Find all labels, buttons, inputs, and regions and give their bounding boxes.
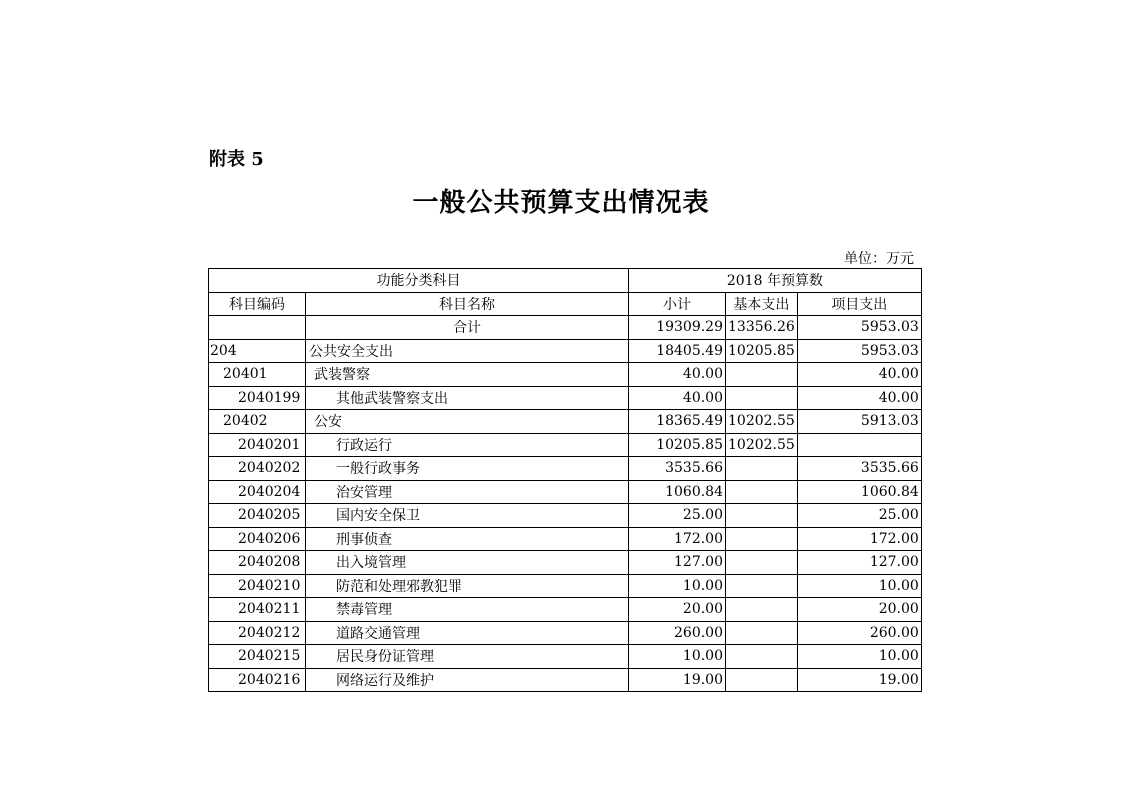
row-code: 2040199 (209, 386, 306, 410)
row-code: 2040202 (209, 457, 306, 481)
row-subtotal: 10.00 (629, 645, 726, 669)
table-row (209, 480, 922, 504)
group-header-budget: 2018 年预算数 (629, 269, 922, 293)
row-name: 一般行政事务 (306, 457, 629, 481)
row-code: 2040215 (209, 645, 306, 669)
column-header-basic: 基本支出 (726, 292, 798, 316)
row-name: 公共安全支出 (306, 339, 629, 363)
table-row (209, 645, 922, 669)
row-code: 2040212 (209, 621, 306, 645)
row-project: 1060.84 (797, 480, 921, 504)
group-header-functional: 功能分类科目 (209, 269, 629, 293)
column-header-subtotal: 小计 (629, 292, 726, 316)
row-subtotal: 19.00 (629, 668, 726, 692)
row-subtotal: 25.00 (629, 504, 726, 528)
row-basic (726, 504, 798, 528)
row-name: 其他武装警察支出 (306, 386, 629, 410)
table-row (209, 621, 922, 645)
table-row (209, 598, 922, 622)
row-name: 居民身份证管理 (306, 645, 629, 669)
column-header-row (209, 292, 922, 316)
row-basic (726, 621, 798, 645)
total-name: 合计 (306, 316, 629, 340)
row-name: 治安管理 (306, 480, 629, 504)
table-row (209, 363, 922, 387)
budget-table (208, 268, 922, 692)
total-basic: 13356.26 (726, 316, 798, 340)
column-header-code: 科目编码 (209, 292, 306, 316)
row-project: 10.00 (797, 645, 921, 669)
column-header-name: 科目名称 (306, 292, 629, 316)
total-code (209, 316, 306, 340)
row-subtotal: 1060.84 (629, 480, 726, 504)
row-code: 2040210 (209, 574, 306, 598)
table-row (209, 433, 922, 457)
row-code: 2040204 (209, 480, 306, 504)
row-project (797, 433, 921, 457)
row-code: 2040205 (209, 504, 306, 528)
total-row (209, 316, 922, 340)
table-row (209, 410, 922, 434)
row-name: 国内安全保卫 (306, 504, 629, 528)
table-row (209, 551, 922, 575)
row-project: 5913.03 (797, 410, 921, 434)
row-subtotal: 18365.49 (629, 410, 726, 434)
unit-label: 单位：万元 (844, 251, 914, 267)
row-project: 19.00 (797, 668, 921, 692)
row-subtotal: 40.00 (629, 363, 726, 387)
row-code: 20401 (209, 363, 306, 387)
table-row (209, 339, 922, 363)
row-subtotal: 10205.85 (629, 433, 726, 457)
row-name: 公安 (306, 410, 629, 434)
row-basic (726, 645, 798, 669)
total-project: 5953.03 (797, 316, 921, 340)
row-subtotal: 127.00 (629, 551, 726, 575)
annex-label: 附表 5 (209, 149, 264, 170)
row-basic: 10202.55 (726, 433, 798, 457)
row-subtotal: 3535.66 (629, 457, 726, 481)
row-project: 5953.03 (797, 339, 921, 363)
row-code: 20402 (209, 410, 306, 434)
row-name: 防范和处理邪教犯罪 (306, 574, 629, 598)
row-subtotal: 260.00 (629, 621, 726, 645)
row-code: 2040211 (209, 598, 306, 622)
row-name: 武装警察 (306, 363, 629, 387)
row-code: 2040208 (209, 551, 306, 575)
row-name: 行政运行 (306, 433, 629, 457)
row-basic: 10205.85 (726, 339, 798, 363)
row-basic (726, 598, 798, 622)
table-row (209, 386, 922, 410)
row-name: 道路交通管理 (306, 621, 629, 645)
row-basic (726, 480, 798, 504)
row-subtotal: 10.00 (629, 574, 726, 598)
row-basic (726, 386, 798, 410)
row-project: 40.00 (797, 386, 921, 410)
row-code: 2040201 (209, 433, 306, 457)
row-name: 网络运行及维护 (306, 668, 629, 692)
row-subtotal: 40.00 (629, 386, 726, 410)
row-project: 20.00 (797, 598, 921, 622)
row-basic (726, 527, 798, 551)
row-name: 出入境管理 (306, 551, 629, 575)
row-project: 260.00 (797, 621, 921, 645)
row-basic (726, 668, 798, 692)
row-project: 25.00 (797, 504, 921, 528)
total-subtotal: 19309.29 (629, 316, 726, 340)
table-row (209, 668, 922, 692)
row-name: 禁毒管理 (306, 598, 629, 622)
row-basic (726, 574, 798, 598)
row-code: 2040206 (209, 527, 306, 551)
row-project: 172.00 (797, 527, 921, 551)
row-basic (726, 457, 798, 481)
column-header-project: 项目支出 (797, 292, 921, 316)
table-row (209, 527, 922, 551)
table-row (209, 457, 922, 481)
row-project: 3535.66 (797, 457, 921, 481)
table-row (209, 504, 922, 528)
row-basic (726, 363, 798, 387)
row-subtotal: 172.00 (629, 527, 726, 551)
row-subtotal: 18405.49 (629, 339, 726, 363)
row-subtotal: 20.00 (629, 598, 726, 622)
page-title: 一般公共预算支出情况表 (412, 188, 710, 218)
row-name: 刑事侦查 (306, 527, 629, 551)
row-code: 204 (209, 339, 306, 363)
row-project: 127.00 (797, 551, 921, 575)
row-basic (726, 551, 798, 575)
row-basic: 10202.55 (726, 410, 798, 434)
row-project: 40.00 (797, 363, 921, 387)
row-code: 2040216 (209, 668, 306, 692)
group-header-row (209, 269, 922, 293)
table-row (209, 574, 922, 598)
row-project: 10.00 (797, 574, 921, 598)
